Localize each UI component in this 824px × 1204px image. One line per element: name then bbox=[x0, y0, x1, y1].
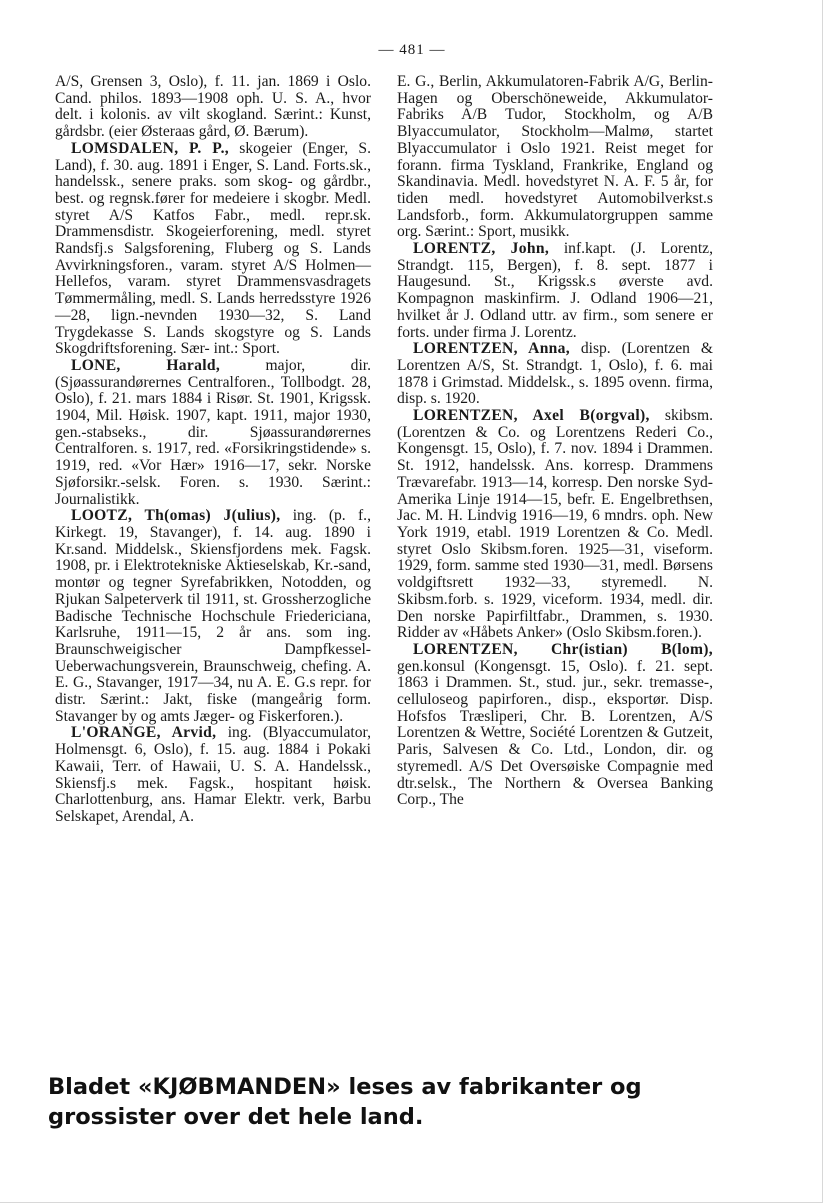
page-number: — 481 — bbox=[378, 42, 446, 58]
entry-text: skogeier (Enger, S. Land), f. 30. aug. 1891 i Enger, S. Land. Forts.sk., handelssk., senere praks. som skog- og gårdbr., best. og regnsk.fører for medeiere i skogbr. Medl. styret A/S Katfos Fabr., medl. repr.sk. Drammensdistr. Skogeierforening, medl. styret Randsfj.s Salgsforening, Fluberg og S. Lands Avvirkningsforen., varam. styret A/S Holmen—Hellefos, varam. styret Drammensvasdragets Tømmermåling, medl. S. Lands herredsstyre 1926—28, lign.-nevnden 1930—32, S. Land Trygdekasse S. Lands skogstyre og S. Lands Skogdriftsforening. Sær- int.: Sport. bbox=[55, 139, 372, 358]
footer-advertisement: Bladet «KJØBMANDEN» leses av fabrikanter og grossister over det hele land. bbox=[48, 1074, 642, 1130]
entry-lorentzen-axel bbox=[397, 408, 713, 642]
entry-lone bbox=[55, 358, 371, 508]
entry-text: ing. (p. f., Kirkegt. 19, Stavanger), f. 14. aug. 1890 i Kr.sand. Middelsk., Skiensfjordens mek. Fagsk. 1908, pr. i Elektrotekniske Aktieselskab, Kr.-sand, montør og tegner Syrefabrikken, Notodden, og Rjukan Salpeterverk til 1911, st. Grossherzogliche Badische Technische Hochschule Friedericiana, Karlsruhe, 1911—15, 2 år ans. som ing. Braunschweigischer Dampfkessel-Ueberwachungsverein, Braunschweig, chefing. A. E. G., Stavanger, 1917—34, nu A. E. G.s repr. for distr. Særint.: Jakt, fiske (mangeårig form. Stavanger by og amts Jæger- og Fiskerforen.). bbox=[55, 507, 371, 725]
entry-lorentz-john bbox=[397, 241, 713, 341]
entry-lorange bbox=[55, 725, 371, 825]
left-column bbox=[55, 74, 371, 826]
entry-lorentzen-anna bbox=[397, 341, 713, 408]
entry-text: ing. (Blyaccumulator, Holmensgt. 6, Oslo), f. 15. aug. 1884 i Pokaki Kawaii, Terr. of Hawaii, U. S. A. Handelssk., Skiensfj.s mek. Fagsk., hospitant høisk. Charlottenburg, ans. Hamar Elektr. verk, Barbu Selskapet, Arendal, A. bbox=[55, 724, 372, 825]
entry-lootz bbox=[55, 508, 371, 725]
entry-lomsdalen bbox=[55, 141, 371, 358]
entry-name: LORENTZEN, Anna, bbox=[413, 340, 570, 358]
entry-name: LONE, Harald, bbox=[71, 356, 221, 374]
entry-name: LOOTZ, Th(omas) J(ulius), bbox=[71, 507, 281, 525]
entry-text: A/S, Grensen 3, Oslo), f. 11. jan. 1869 i Oslo. Cand. philos. 1893—1908 oph. U. S. A., hvor delt. i kolonis. av vilt skogland. Særint.: Kunst, gårdsbr. (eier Østeraas gård, Ø. Bærum). bbox=[55, 73, 371, 141]
entry-name: LORENTZEN, Axel B(orgval), bbox=[413, 407, 650, 425]
entry-text: gen.konsul (Kongensgt. 15, Oslo). f. 21. sept. 1863 i Drammen. St., stud. jur., sekr. tremasse-, celluloseog papirforen., disp., eksportør. Disp. Hofsfos Træsliperi, Chr. B. Lorentzen, A/S Lorentzen & Wettre, Société Lorentzen & Gutzeit, Paris, Salvesen & Co. Ltd., London, dir. og styremedl. A/S Det Oversøiske Compagnie med dtr.selsk., The Northern & Oversea Banking Corp., The bbox=[397, 657, 713, 809]
entry-text: skibsm. (Lorentzen & Co. og Lorentzens Rederi Co., Kongensgt. 15, Oslo), f. 7. nov. 1894 i Drammen. St. 1912, handelssk. Ans. korresp. Drammens Trævarefabr. 1913—14, korresp. Den norske Syd-Amerika Linje 1914—15, befr. E. Engelbrethsen, Jac. M. H. Lindvig 1916—19, 6 mndrs. oph. New York 1919, etabl. 1919 Lorentzen & Co. Medl. styret Oslo Skibsm.foren. 1925—31, viseform. 1929, form. samme sted 1930—31, medl. Børsens voldgiftsrett 1932—33, styremedl. N. Skibsm.forb. s. 1929, viceform. 1934, medl. dir. Den norske Papirfiltfabr., Drammen, s. 1930. Ridder av «Håbets Anker» (Oslo Skibsm.foren.). bbox=[397, 407, 713, 642]
entry-name: L'ORANGE, Arvid, bbox=[71, 724, 217, 742]
entry-text: major, dir. (Sjøassurandørernes Centralforen., Tollbodgt. 28, Oslo), f. 21. mars 1884 i Risør. St. 1901, Krigssk. 1904, Mil. Høisk. 1907, kapt. 1911, major 1930, gen.-stabseks., dir. Sjøassurandørernes Centralforen. s. 1917, red. «Forsikringstidende» s. 1919, red. «Vor Hær» 1916—17, sekr. Norske Sjøforsikr.-selsk. Foren. s. 1930. Særint.: Journalistikk. bbox=[55, 356, 372, 508]
entry-name: LORENTZEN, Chr(istian) B(lom), bbox=[413, 640, 713, 658]
right-column bbox=[397, 74, 713, 809]
entry-lorentzen-christian bbox=[397, 642, 713, 809]
entry-name: LOMSDALEN, P. P., bbox=[71, 139, 229, 157]
entry-text: E. G., Berlin, Akkumulatoren-Fabrik A/G, Berlin-Hagen og Oberschöneweide, Akkumulator-Fabriks A/B Tudor, Stockholm, og A/B Blyaccumulator, Stockholm—Malmø, startet Blyaccumulator i Oslo 1921. Reist meget for forann. firma Tyskland, Frankrike, England og Skandinavia. Medl. hovedstyret N. A. F. 5 år, for tiden medl. hovedstyret Automobilverkst.s Landsforb., form. Akkumulatorgruppen samme org. Særint.: Sport, musikk. bbox=[397, 73, 713, 241]
entry-text: disp. (Lorentzen & Lorentzen A/S, St. Strandgt. 1, Oslo), f. 6. mai 1878 i Grimstad. Middelsk., s. 1895 ovenn. firma, disp. s. 1920. bbox=[397, 340, 713, 408]
entry-name: LORENTZ, John, bbox=[413, 240, 550, 258]
entry-text: inf.kapt. (J. Lorentz, Strandgt. 115, Bergen), f. 8. sept. 1877 i Haugesund. St., Krigssk.s øverste avd. Kompagnon maskinfirm. J. Odland 1906—21, hvilket år J. Odland uttr. av firm., som senere er forts. under firma J. Lorentz. bbox=[397, 240, 713, 341]
